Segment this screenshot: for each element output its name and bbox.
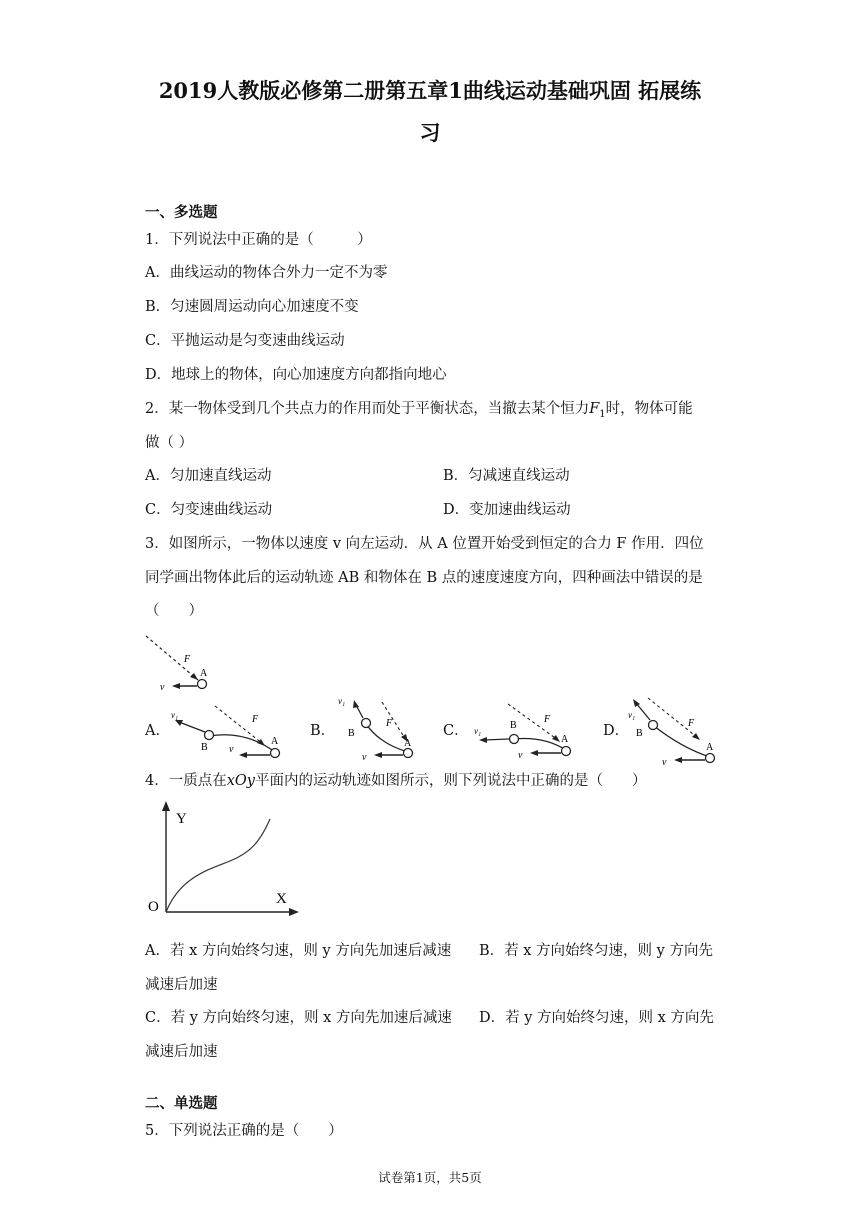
q3-b-label-b: B [348,728,355,739]
q2-option-d: D．变加速曲线运动 [443,502,571,518]
q4-stem [145,771,647,791]
q3-stem-line3: （ ） [145,603,203,619]
q4-stem-text-a: 4．一质点在 [145,773,227,789]
document-title [0,70,860,154]
q3-d-label-a: A [706,742,714,753]
page-footer: 试卷第1页，共5页 [378,1170,482,1185]
q4-option-b-line1: B．若 x 方向始终匀速，则 y 方向先 [479,943,713,959]
section-heading-multi: 一、多选题 [145,204,218,221]
q3-ref-label-a: A [200,668,208,679]
q2-stem-line2: 做（ ） [145,435,194,451]
title-line-2: 习 [419,120,441,145]
q4-plane-symbol: xOy [226,773,255,789]
q1-option-d: D．地球上的物体，向心加速度方向都指向地心 [145,367,447,383]
q4-option-c: C．若 y 方向始终匀速，则 x 方向先加速后减速 [145,1010,452,1026]
title-line-1: 2019人教版必修第二册第五章1曲线运动基础巩固 拓展练 [158,78,702,103]
q1-stem: 1．下列说法中正确的是（ ） [145,232,372,248]
q3-option-d-label: D． [603,723,630,739]
q4-trajectory-figure [140,797,310,922]
q3-option-b-label: B． [310,723,336,739]
q2-stem-line1 [145,399,693,425]
q2-stem-text-a: 2．某一物体受到几个共点力的作用而处于平衡状态，当撤去某个恒力 [145,401,590,417]
q3-option-b-figure [330,696,425,764]
q4-stem-text-b: 平面内的运动轨迹如图所示，则下列说法中正确的是（ ） [255,773,647,789]
q1-option-c: C．平抛运动是匀变速曲线运动 [145,333,345,349]
q3-stem-line1: 3．如图所示，一物体以速度 v 向左运动．从 A 位置开始受到恒定的合力 F 作用．四位 [145,536,704,552]
q3-ref-label-f: F [184,654,191,665]
q3-c-label-b: B [510,720,517,731]
q3-a-label-v1: v₁ [171,710,179,720]
q4-option-a: A．若 x 方向始终匀速，则 y 方向先加速后减速 [145,943,452,959]
q3-reference-figure [140,630,220,692]
q2-force-subscript: 1 [599,408,606,420]
q3-stem-line2: 同学画出物体此后的运动轨迹 AB 和物体在 B 点的速度速度方向，四种画法中错误的是 [145,570,703,586]
q3-option-d-figure [622,694,722,766]
q3-ref-label-v: v [160,682,165,692]
q3-option-c-figure [468,700,583,762]
q3-c-label-f: F [544,714,551,725]
q3-d-label-f: F [688,718,695,729]
q3-b-label-f: F [386,718,393,729]
q2-option-a: A．匀加速直线运动 [145,468,272,484]
q4-axis-x-label: X [276,891,287,907]
q2-option-c: C．匀变速曲线运动 [145,502,273,518]
q3-option-a-figure [165,702,290,764]
q2-stem-text-b: 时，物体可能 [605,401,693,417]
q3-c-label-a: A [561,734,569,745]
q1-option-a: A．曲线运动的物体合外力一定不为零 [145,265,388,281]
q3-c-label-v1: v₁ [474,726,482,736]
q3-b-label-v: v [362,752,367,763]
q3-b-label-a: A [404,738,412,749]
section-heading-single: 二、单选题 [145,1095,218,1112]
q3-a-label-a: A [271,736,279,747]
q2-option-b: B．匀减速直线运动 [443,468,570,484]
q4-option-b-line2: 减速后加速 [145,977,218,993]
q3-d-label-b: B [636,728,643,739]
q1-option-b: B．匀速圆周运动向心加速度不变 [145,299,359,315]
q3-a-label-v: v [229,744,234,755]
q3-c-label-v: v [518,750,523,761]
q4-axis-y-label: Y [176,811,187,827]
q3-option-a-label: A． [145,723,170,739]
q3-option-c-label: C． [443,723,469,739]
q4-option-d-line2: 减速后加速 [145,1044,218,1060]
q3-a-label-b: B [201,742,208,753]
q3-b-label-v1: v₁ [338,696,346,706]
q3-d-label-v1: v₁ [628,710,636,720]
q5-stem: 5．下列说法正确的是（ ） [145,1123,343,1139]
q4-origin-label: O [148,899,159,915]
q3-a-label-f: F [252,714,259,725]
q4-option-d-line1: D．若 y 方向始终匀速，则 x 方向先 [479,1010,714,1026]
q3-d-label-v: v [662,757,667,766]
q2-force-symbol: F [589,401,600,417]
